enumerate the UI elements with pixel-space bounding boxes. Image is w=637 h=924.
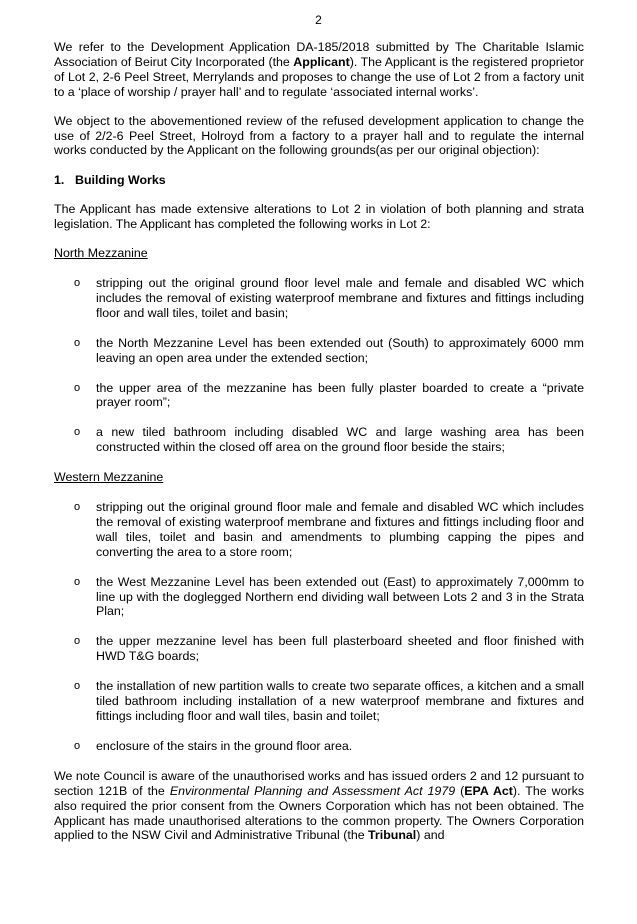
intro-text: We refer to the Development Application DA-185/2018 submitted by The Charitable Islamic Association of Beirut City Incorporated (the bbox=[54, 40, 584, 69]
bullet-icon: o bbox=[74, 575, 81, 588]
intro-paragraph-1 bbox=[54, 40, 584, 100]
defined-term-epa-act: EPA Act bbox=[464, 783, 513, 798]
list-item-text: the upper area of the mezzanine has been fully plaster boarded to create a “private prayer room”; bbox=[96, 380, 584, 410]
list-item bbox=[54, 679, 584, 724]
north-mezzanine-list bbox=[54, 276, 584, 455]
north-mezzanine-heading: North Mezzanine bbox=[54, 246, 148, 261]
defined-term-tribunal: Tribunal bbox=[368, 828, 417, 843]
bullet-icon: o bbox=[74, 426, 81, 439]
western-mezzanine-list bbox=[54, 500, 584, 754]
bullet-icon: o bbox=[74, 739, 81, 752]
bullet-icon: o bbox=[74, 680, 81, 693]
list-item-text: stripping out the original ground floor male and female and disabled WC which includes the removal of existing waterproof membrane and fixtures and fittings including floor and wall tiles, toilet and basin and amendments to plumbing capping the pipes and converting the area to a store room; bbox=[96, 500, 584, 559]
defined-term-applicant: Applicant bbox=[293, 54, 350, 69]
section-title: Building Works bbox=[75, 173, 166, 188]
closing-text: ). The works also required the prior consent from the Owners Corporation which has not been obtained. The Applicant has made unauthorised alterations to the common property. The Owners Corporation applied to the NSW Civil and Administrative Tribunal (the bbox=[54, 783, 585, 843]
closing-paragraph bbox=[54, 769, 584, 844]
list-item bbox=[54, 634, 584, 664]
list-item bbox=[54, 500, 584, 560]
list-item-text: the installation of new partition walls to create two separate offices, a kitchen and a small tiled bathroom including installation of a new waterproof membrane and fixtures and fittings including floor and wall tiles, basin and toilet; bbox=[96, 679, 584, 723]
list-item-text: stripping out the original ground floor level male and female and disabled WC which includes the removal of existing waterproof membrane and fixtures and fittings including floor and wall tiles, toilet and basin; bbox=[96, 275, 584, 320]
list-item bbox=[54, 425, 584, 455]
bullet-icon: o bbox=[74, 381, 81, 394]
list-item bbox=[54, 336, 584, 366]
list-item-text: the West Mezzanine Level has been extended out (East) to approximately 7,000mm to line up with the doglegged Northern end dividing wall between Lots 2 and 3 in the Strata Plan; bbox=[96, 574, 584, 619]
list-item bbox=[54, 276, 584, 321]
list-item-text: the upper mezzanine level has been full plasterboard sheeted and floor finished with HWD T&G boards; bbox=[96, 634, 584, 664]
intro-text: ). The Applicant is the registered proprietor of Lot 2, 2-6 Peel Street, Merrylands and proposes to change the use of Lot 2 from a factory unit to a ‘place of worship / prayer hall’ and to regulate ‘associated internal works’. bbox=[54, 54, 584, 99]
list-item bbox=[54, 739, 584, 754]
list-item bbox=[54, 381, 584, 411]
section-heading bbox=[54, 173, 584, 188]
section-intro: The Applicant has made extensive alterations to Lot 2 in violation of both planning and strata legislation. The Applicant has completed the following works in Lot 2: bbox=[54, 202, 584, 232]
section-number: 1. bbox=[54, 173, 65, 188]
intro-paragraph-2: We object to the abovementioned review of the refused development application to change the use of 2/2-6 Peel Street, Holroyd from a factory to a prayer hall and to regulate the internal works conducted by the Applicant on the following grounds(as per our original objection): bbox=[54, 113, 584, 158]
list-item bbox=[54, 575, 584, 620]
page-number: 2 bbox=[315, 13, 322, 27]
act-name: Environmental Planning and Assessment Act 1979 bbox=[169, 783, 456, 798]
closing-text: We note Council is aware of the unauthorised works and has issued orders 2 and 12 pursuant to section 121B of the bbox=[54, 768, 584, 798]
bullet-icon: o bbox=[74, 276, 81, 289]
document-body bbox=[54, 40, 584, 843]
list-item-text: the North Mezzanine Level has been extended out (South) to approximately 6000 mm leaving an open area under the extended section; bbox=[96, 335, 584, 365]
bullet-icon: o bbox=[74, 501, 81, 514]
western-mezzanine-heading: Western Mezzanine bbox=[54, 470, 164, 485]
list-item-text: enclosure of the stairs in the ground floor area. bbox=[96, 738, 353, 753]
bullet-icon: o bbox=[74, 336, 81, 349]
bullet-icon: o bbox=[74, 635, 81, 648]
closing-text: ( bbox=[455, 783, 465, 798]
list-item-text: a new tiled bathroom including disabled WC and large washing area has been constructed within the closed off area on the ground floor beside the stairs; bbox=[96, 425, 584, 455]
closing-text: ) and bbox=[416, 828, 445, 843]
